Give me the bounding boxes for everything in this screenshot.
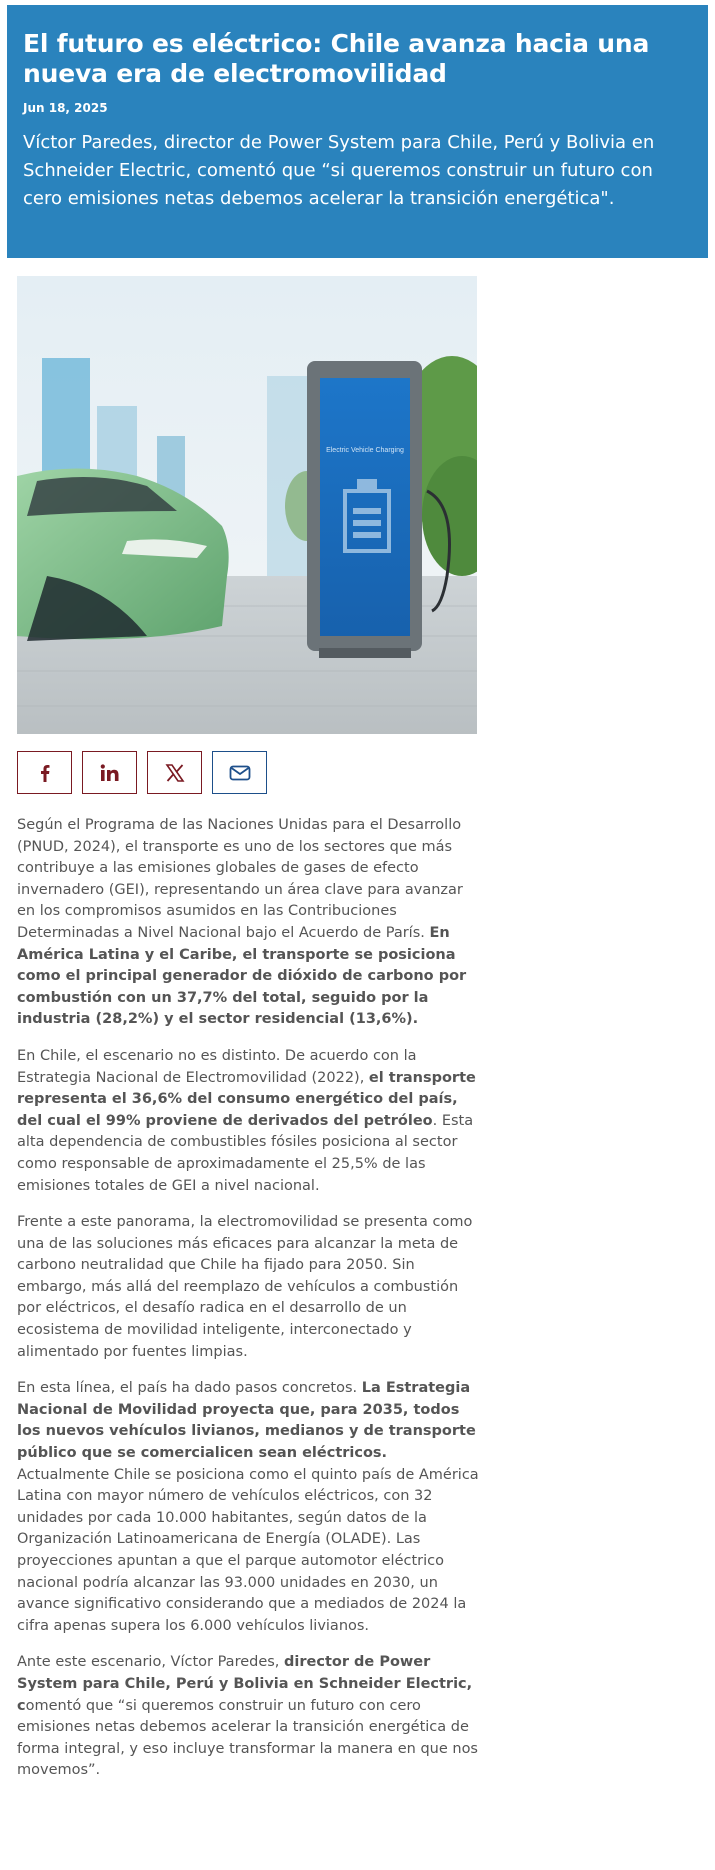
facebook-share-button[interactable] <box>17 751 72 794</box>
linkedin-icon <box>99 763 121 783</box>
hero-sign-text: Electric Vehicle Charging <box>326 447 404 454</box>
paragraph-1-bold: En América Latina y el Caribe, el transporte se posiciona como el principal generador de dióxido de carbono por combustión con un 37,7% del total, seguido por la industria (28,2%) y el sector residencial (13,6%). <box>17 924 467 1028</box>
paragraph-4 <box>17 1378 479 1637</box>
paragraph-3: Frente a este panorama, la electromovilidad se presenta como una de las soluciones más eficaces para alcanzar la meta de carbono neutralidad que Chile ha fijado para 2050. Sin embargo, más allá del reemplazo de vehículos a combustión por eléctricos, el desafío radica en el desarrollo de un ecosistema de movilidad inteligente, interconectado y alimentado por fuentes limpias. <box>17 1214 473 1360</box>
paragraph-5-text-c: omentó que “si queremos construir un futuro con cero emisiones netas debemos acelerar la transición energética de forma integral, y eso incluye transformar la manera en que nos movemos”. <box>17 1697 478 1779</box>
paragraph-5-text-a: Ante este escenario, Víctor Paredes, <box>17 1654 285 1671</box>
paragraph-2-bold: el transporte representa el 36,6% del consumo energético del país, del cual el 99% proviene de derivados del petróleo <box>17 1069 476 1129</box>
paragraph-4-bold: La Estrategia Nacional de Movilidad proyecta que, para 2035, todos los nuevos vehículos livianos, medianos y de transporte público que se comercialicen sean eléctricos. <box>17 1380 476 1462</box>
paragraph-5 <box>17 1652 479 1782</box>
paragraph-4-text-c: Actualmente Chile se posiciona como el quinto país de América Latina con mayor número de vehículos eléctricos, con 32 unidades por cada 10.000 habitantes, según datos de la Organización Latinoamericana de Energía (OLADE). Las proyecciones apuntan a que el parque automotor eléctrico nacional podría alcanzar las 93.000 unidades en 2030, un avance significativo considerando que a mediados de 2024 la cifra apenas supera los 6.000 vehículos livianos. <box>17 1466 479 1634</box>
hero-image <box>17 276 477 734</box>
mail-icon <box>229 764 251 782</box>
email-share-button[interactable] <box>212 751 267 794</box>
article-header <box>7 5 708 258</box>
paragraph-2-text-a: En Chile, el escenario no es distinto. De acuerdo con la Estrategia Nacional de Electromovilidad (2022), <box>17 1047 417 1086</box>
paragraph-5-bold: director de Power System para Chile, Perú y Bolivia en Schneider Electric, c <box>17 1654 473 1714</box>
x-icon <box>165 763 185 783</box>
paragraph-4-text-a: En esta línea, el país ha dado pasos concretos. <box>17 1380 362 1397</box>
linkedin-share-button[interactable] <box>82 751 137 794</box>
paragraph-2 <box>17 1046 479 1197</box>
article-date: Jun 18, 2025 <box>23 101 108 115</box>
facebook-icon <box>35 763 55 783</box>
share-bar <box>17 751 267 794</box>
paragraph-1-text: Según el Programa de las Naciones Unidas para el Desarrollo (PNUD, 2024), el transporte es uno de los sectores que más contribuye a las emisiones globales de gases de efecto invernadero (GEI), representando un área clave para avanzar en los compromisos asumidos en las Contribuciones Determinadas a Nivel Nacional bajo el Acuerdo de París. <box>17 817 463 941</box>
x-share-button[interactable] <box>147 751 202 794</box>
paragraph-2-text-c: . Esta alta dependencia de combustibles fósiles posiciona al sector como responsable de aproximadamente el 25,5% de las emisiones totales de GEI a nivel nacional. <box>17 1112 474 1194</box>
article-body <box>17 815 479 1797</box>
article-title: El futuro es eléctrico: Chile avanza hacia una nueva era de electromovilidad <box>23 29 650 88</box>
paragraph-1 <box>17 815 479 1031</box>
article-lead: Víctor Paredes, director de Power System para Chile, Perú y Bolivia en Schneider Electric, comentó que “si queremos construir un futuro con cero emisiones netas debemos acelerar la transición energética". <box>23 132 655 209</box>
